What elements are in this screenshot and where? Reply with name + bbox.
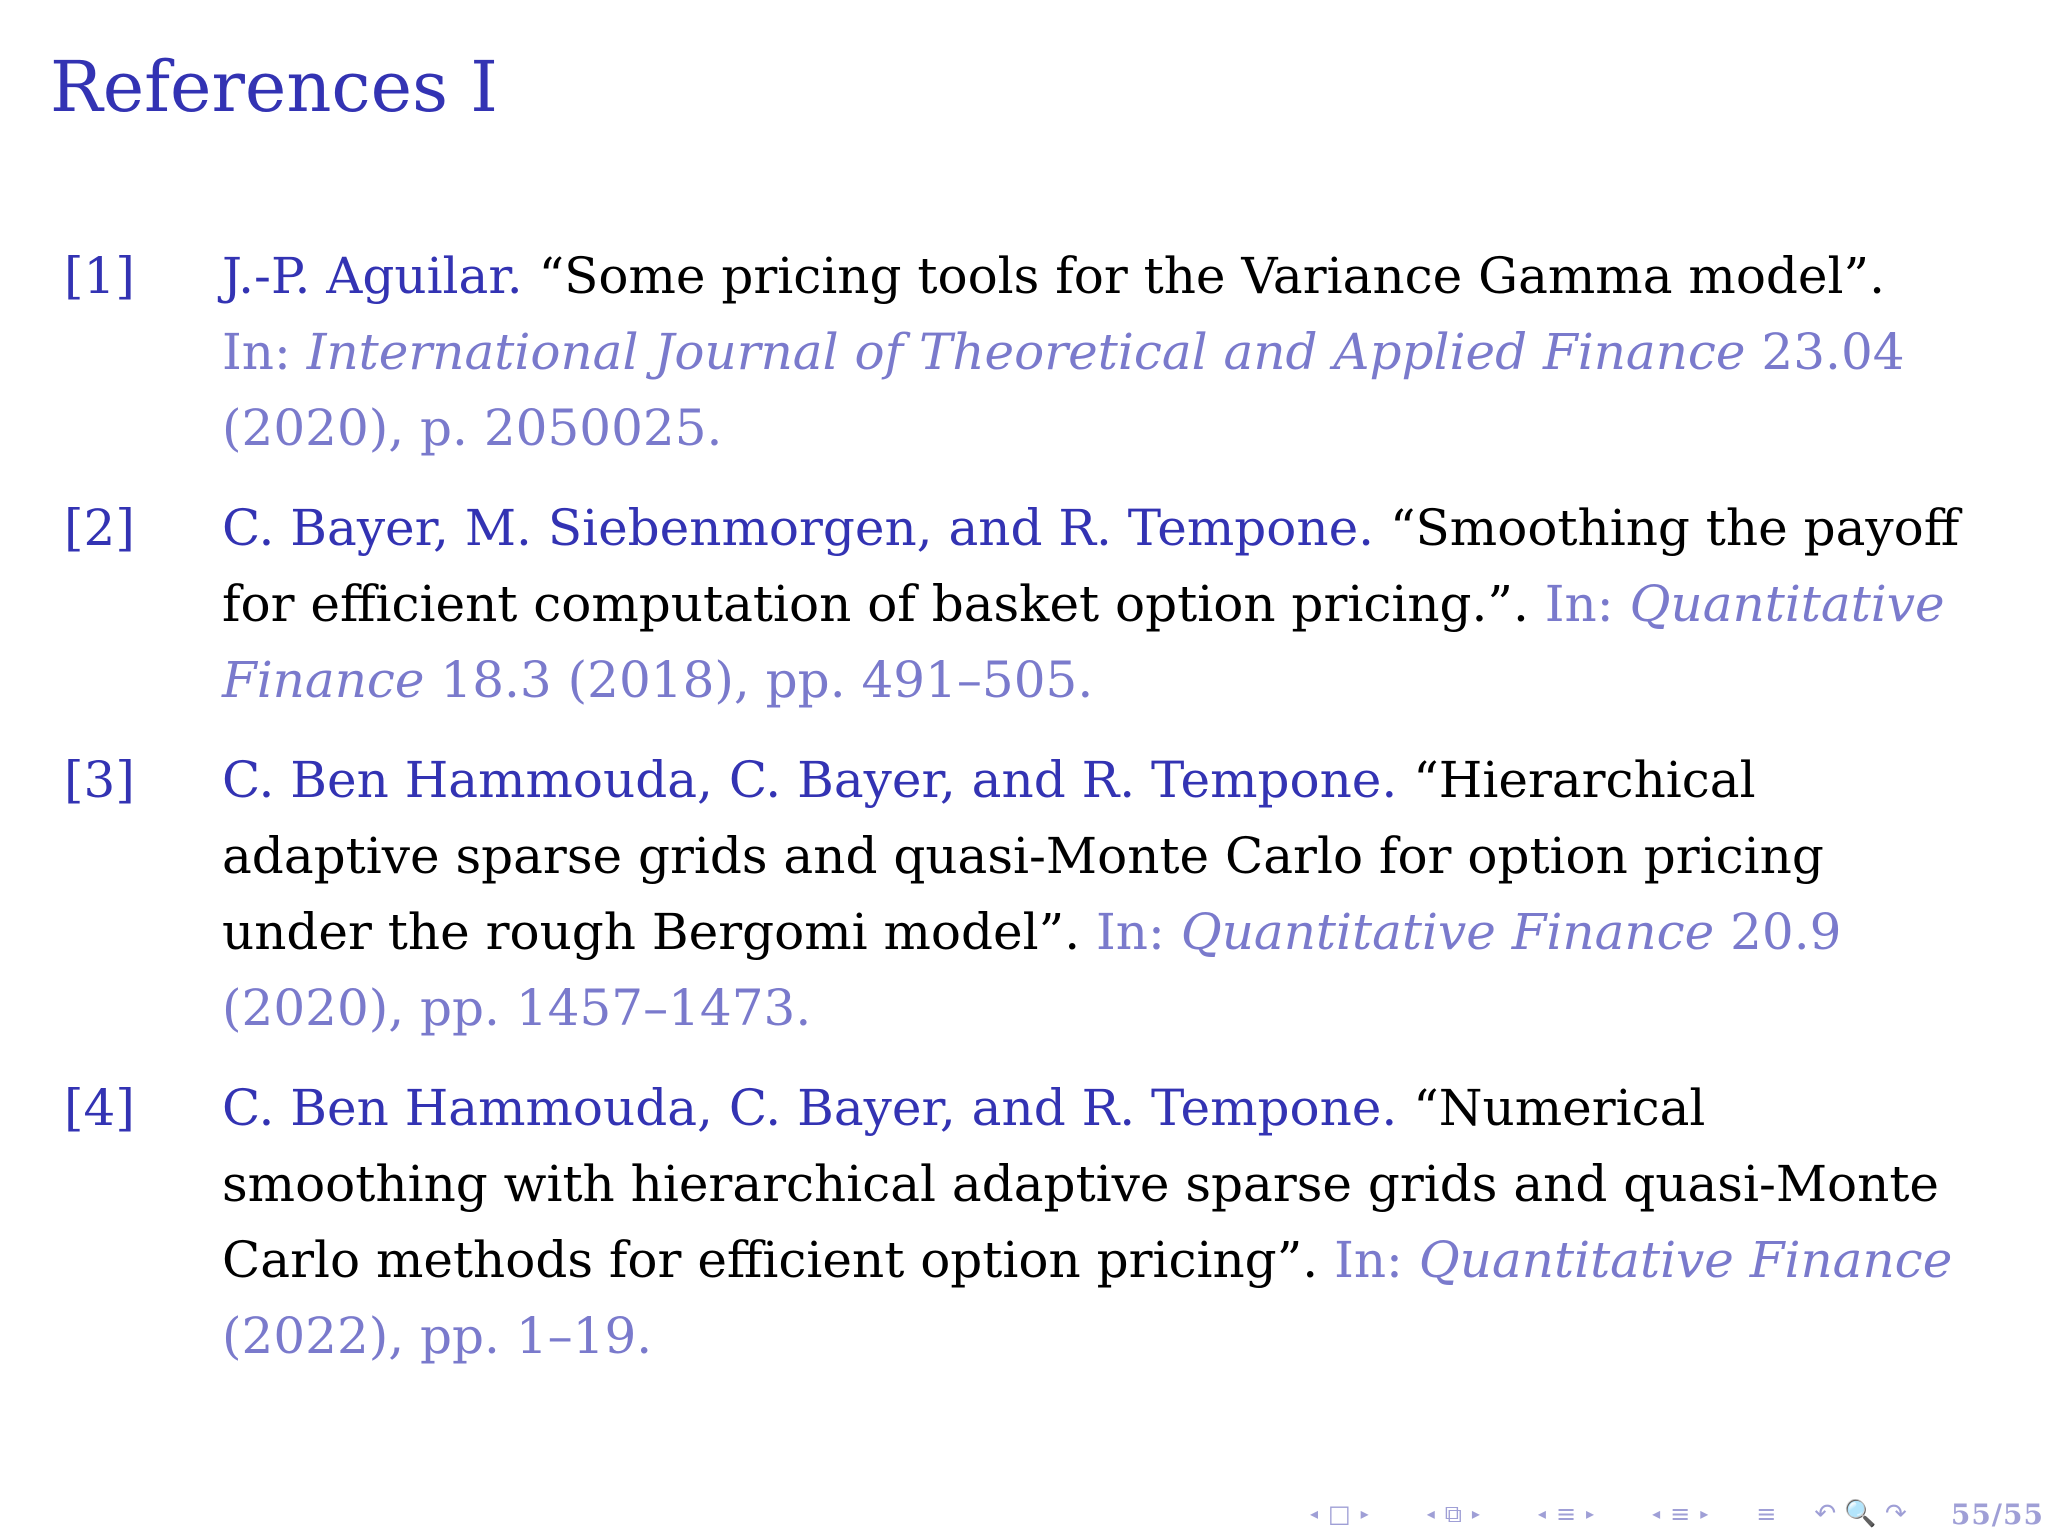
document-navigation bbox=[1756, 1502, 1776, 1526]
reference-in-label: In: bbox=[222, 323, 291, 381]
reference-authors: C. Ben Hammouda, C. Bayer, and R. Tempone. bbox=[222, 1079, 1398, 1137]
prev-frame-button[interactable]: ◂ bbox=[1309, 1504, 1318, 1523]
beamer-navigation-bar bbox=[1300, 1494, 2048, 1534]
bibliography-entry bbox=[64, 490, 1964, 718]
reference-title: “Hierarchical adaptive sparse grids and quasi-Monte Carlo for option pricing under the rough Bergomi model”. bbox=[222, 751, 1824, 961]
next-section-button[interactable]: ▸ bbox=[1586, 1504, 1595, 1523]
frame-navigation bbox=[1300, 1502, 1379, 1526]
reference-in-label: In: bbox=[1334, 1231, 1403, 1289]
document-icon[interactable]: ≡ bbox=[1756, 1500, 1777, 1528]
reference-journal: Quantitative Finance bbox=[222, 575, 1945, 709]
frame-icon[interactable]: □ bbox=[1327, 1500, 1351, 1528]
reference-journal: Quantitative Finance bbox=[1180, 903, 1715, 961]
reference-label: [3] bbox=[64, 751, 135, 809]
reference-in-label: In: bbox=[1096, 903, 1165, 961]
reference-details: (2022), pp. 1–19. bbox=[222, 1307, 653, 1365]
search-icon[interactable]: ↶ 🔍 ↷ bbox=[1814, 1499, 1907, 1529]
section-navigation bbox=[1528, 1502, 1604, 1526]
reference-details: 20.9 (2020), pp. 1457–1473. bbox=[222, 903, 1842, 1037]
reference-in-label: In: bbox=[1544, 575, 1614, 633]
subsection-list-navigation bbox=[1642, 1502, 1718, 1526]
bibliography-entry bbox=[64, 742, 1964, 1046]
reference-details: 23.04 (2020), p. 2050025. bbox=[222, 323, 1905, 457]
next-subsection-button[interactable]: ▸ bbox=[1471, 1504, 1480, 1523]
bibliography-entry bbox=[64, 1070, 1964, 1374]
reference-authors: C. Ben Hammouda, C. Bayer, and R. Tempone. bbox=[222, 751, 1398, 809]
reference-title: “Some pricing tools for the Variance Gamma model”. bbox=[538, 247, 1885, 305]
bibliography-list bbox=[64, 238, 1964, 1398]
reference-title: “Numerical smoothing with hierarchical adaptive sparse grids and quasi-Monte Carlo methods for efficient option pricing”. bbox=[222, 1079, 1940, 1289]
search-navigation bbox=[1814, 1499, 1906, 1529]
reference-label: [2] bbox=[64, 499, 135, 557]
reference-journal: Quantitative Finance bbox=[1418, 1231, 1953, 1289]
reference-title: “Smoothing the payoff for efficient computation of basket option pricing.”. bbox=[222, 499, 1960, 633]
reference-label: [4] bbox=[64, 1079, 135, 1137]
prev-subsection-button[interactable]: ◂ bbox=[1426, 1504, 1435, 1523]
section-icon[interactable]: ≡ bbox=[1555, 1500, 1577, 1528]
next-subsection-list-button[interactable]: ▸ bbox=[1700, 1504, 1709, 1523]
reference-authors: J.-P. Aguilar. bbox=[222, 247, 523, 305]
subsection-icon[interactable]: ⧉ bbox=[1444, 1500, 1462, 1528]
next-frame-button[interactable]: ▸ bbox=[1360, 1504, 1369, 1523]
reference-authors: C. Bayer, M. Siebenmorgen, and R. Tempone. bbox=[222, 499, 1375, 557]
reference-label: [1] bbox=[64, 247, 135, 305]
prev-section-button[interactable]: ◂ bbox=[1537, 1504, 1546, 1523]
prev-subsection-list-button[interactable]: ◂ bbox=[1652, 1504, 1661, 1523]
subsection-navigation bbox=[1417, 1502, 1490, 1526]
reference-details: 18.3 (2018), pp. 491–505. bbox=[440, 651, 1094, 709]
subsection-list-icon[interactable]: ≡ bbox=[1670, 1500, 1691, 1528]
page-title: References I bbox=[50, 46, 498, 128]
bibliography-entry bbox=[64, 238, 1964, 466]
reference-journal: International Journal of Theoretical and Applied Finance bbox=[306, 323, 1746, 381]
page-number: 55/55 bbox=[1950, 1497, 2044, 1531]
